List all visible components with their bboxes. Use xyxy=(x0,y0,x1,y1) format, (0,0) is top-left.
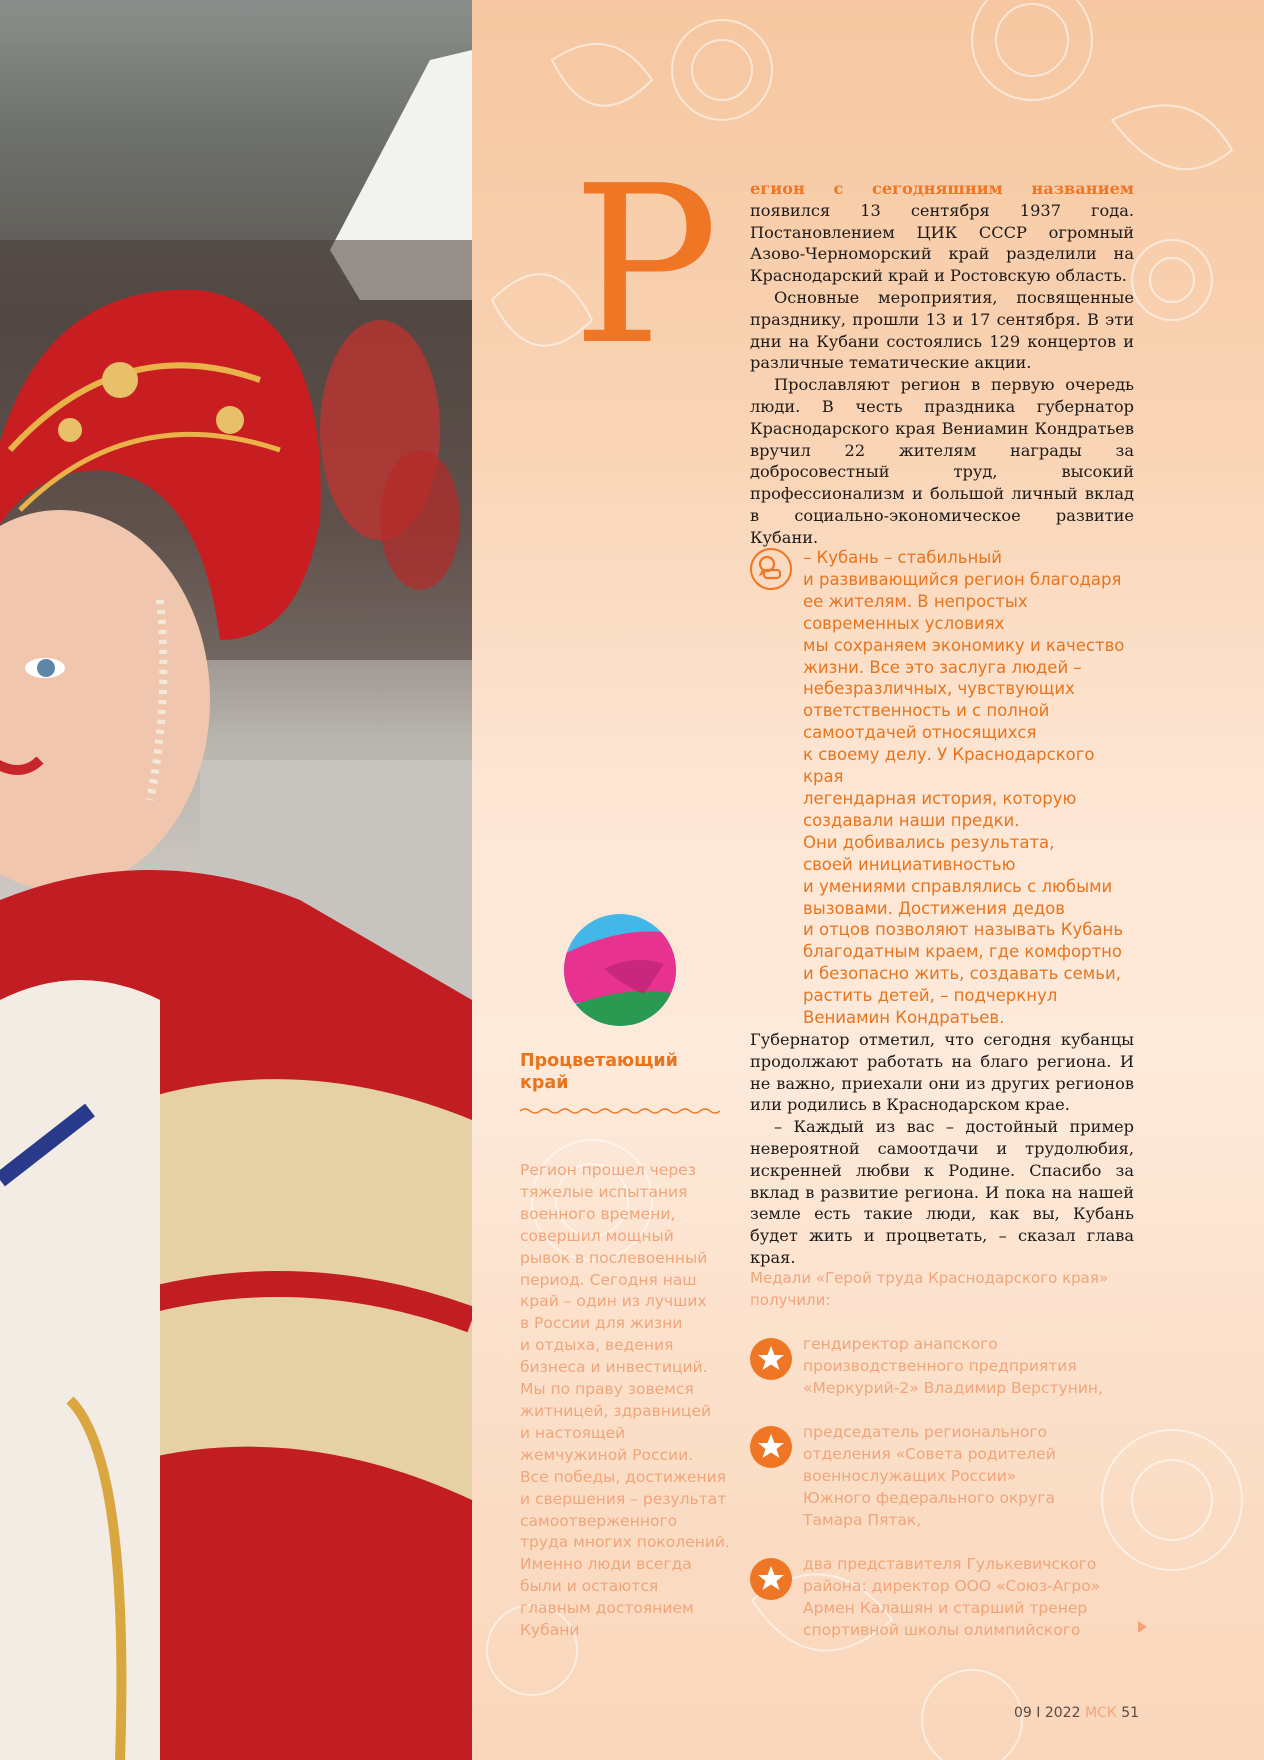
issue-date: 09 I 2022 xyxy=(1014,1705,1081,1721)
medals-intro: Медали «Герой труда Краснодарского края» получили: xyxy=(750,1269,1109,1309)
paragraph-governor-speech: – Каждый из вас – достойный пример невероятной самоотдачи и трудолюбия, искренней любви к Родине. Спасибо за вклад в развитие региона. И пока на нашей земле есть такие люди, как вы, Кубань будет жить и процветать, – сказал глава края. xyxy=(750,1117,1134,1267)
star-icon xyxy=(750,1426,792,1468)
sidebar-title: Процветающий край xyxy=(520,1051,678,1093)
article-intro xyxy=(750,178,1134,549)
drop-cap: Р xyxy=(572,140,719,393)
paragraph-governor-noted: Губернатор отметил, что сегодня кубанцы продолжают работать на благо региона. И не важно, приехали они из других регионов или родились в Краснодарском крае. xyxy=(750,1030,1134,1115)
lead-emphasis: егион с сегодняшним названием xyxy=(750,179,1134,198)
star-icon xyxy=(750,1558,792,1600)
page-number: 51 xyxy=(1121,1705,1140,1721)
star-icon xyxy=(750,1338,792,1380)
page-folio xyxy=(1014,1705,1139,1721)
paragraph-events: Основные мероприятия, посвященные празднику, прошли 13 и 17 сентября. В эти дни на Кубани состоялись 129 концертов и различные тематические акции. xyxy=(750,287,1134,373)
magazine-brand: МСК xyxy=(1084,1705,1117,1721)
paragraph-awards: Прославляют регион в первую очередь люди. В честь праздника губернатор Краснодарского края Вениамин Кондратьев вручил 22 жителям награды за добросовестный труд, высокий профессионализм и большой личный вклад в социально-экономическое развитие Кубани. xyxy=(750,375,1134,547)
article-closing xyxy=(750,1029,1134,1269)
speech-bubbles-icon xyxy=(750,548,792,590)
krasnodar-krai-logo xyxy=(564,914,676,1026)
governor-quote: – Кубань – стабильный и развивающийся регион благодаря ее жителям. В непростых современных условиях мы сохраняем экономику и качество жизни. Все это заслуга людей – небезразличных, чувствующих ответственность и с полной самоотдачей относящихся к своему делу. У Краснодарского края легендарная история, которую создавали наши предки. Они добивались результата, своей инициативностью и умениями справлялись с любыми вызовами. Достижения дедов и отцов позволяют называть Кубань благодатным краем, где комфортно и безопасно жить, создавать семьи, растить детей, – подчеркнул Вениамин Кондратьев. xyxy=(803,548,1125,1028)
lead-paragraph xyxy=(750,178,1134,287)
medal-recipient-text: гендиректор анапского производственного предприятия «Меркурий-2» Владимир Верстунин, xyxy=(803,1335,1103,1397)
medal-recipient-text: председатель регионального отделения «Совета родителей военнослужащих России» Южного федерального округа Тамара Пятак, xyxy=(803,1423,1056,1529)
photo-woman-in-kokoshnik xyxy=(0,0,472,1760)
continue-arrow-icon xyxy=(1138,1621,1147,1633)
sidebar-text: Регион прошел через тяжелые испытания военного времени, совершил мощный рывок в послевоенный период. Сегодня наш край – один из лучших в России для жизни и отдыха, ведения бизнеса и инвестиций. Мы по праву зовемся житницей, здравницей и настоящей жемчужиной России. Все победы, достижения и свершения – результат самоотверженного труда многих поколений. Именно люди всегда были и остаются главным достоянием Кубани xyxy=(520,1161,730,1640)
medal-recipient-text: два представителя Гулькевичского района: директор ООО «Союз-Агро» Армен Калашян и старший тренер спортивной школы олимпийского xyxy=(803,1555,1101,1639)
wavy-divider xyxy=(520,1107,720,1115)
lead-text: появился 13 сентября 1937 года. Постановлением ЦИК СССР огромный Азово-Черноморский край разделили на Краснодарский край и Ростовскую область. xyxy=(750,200,1134,286)
